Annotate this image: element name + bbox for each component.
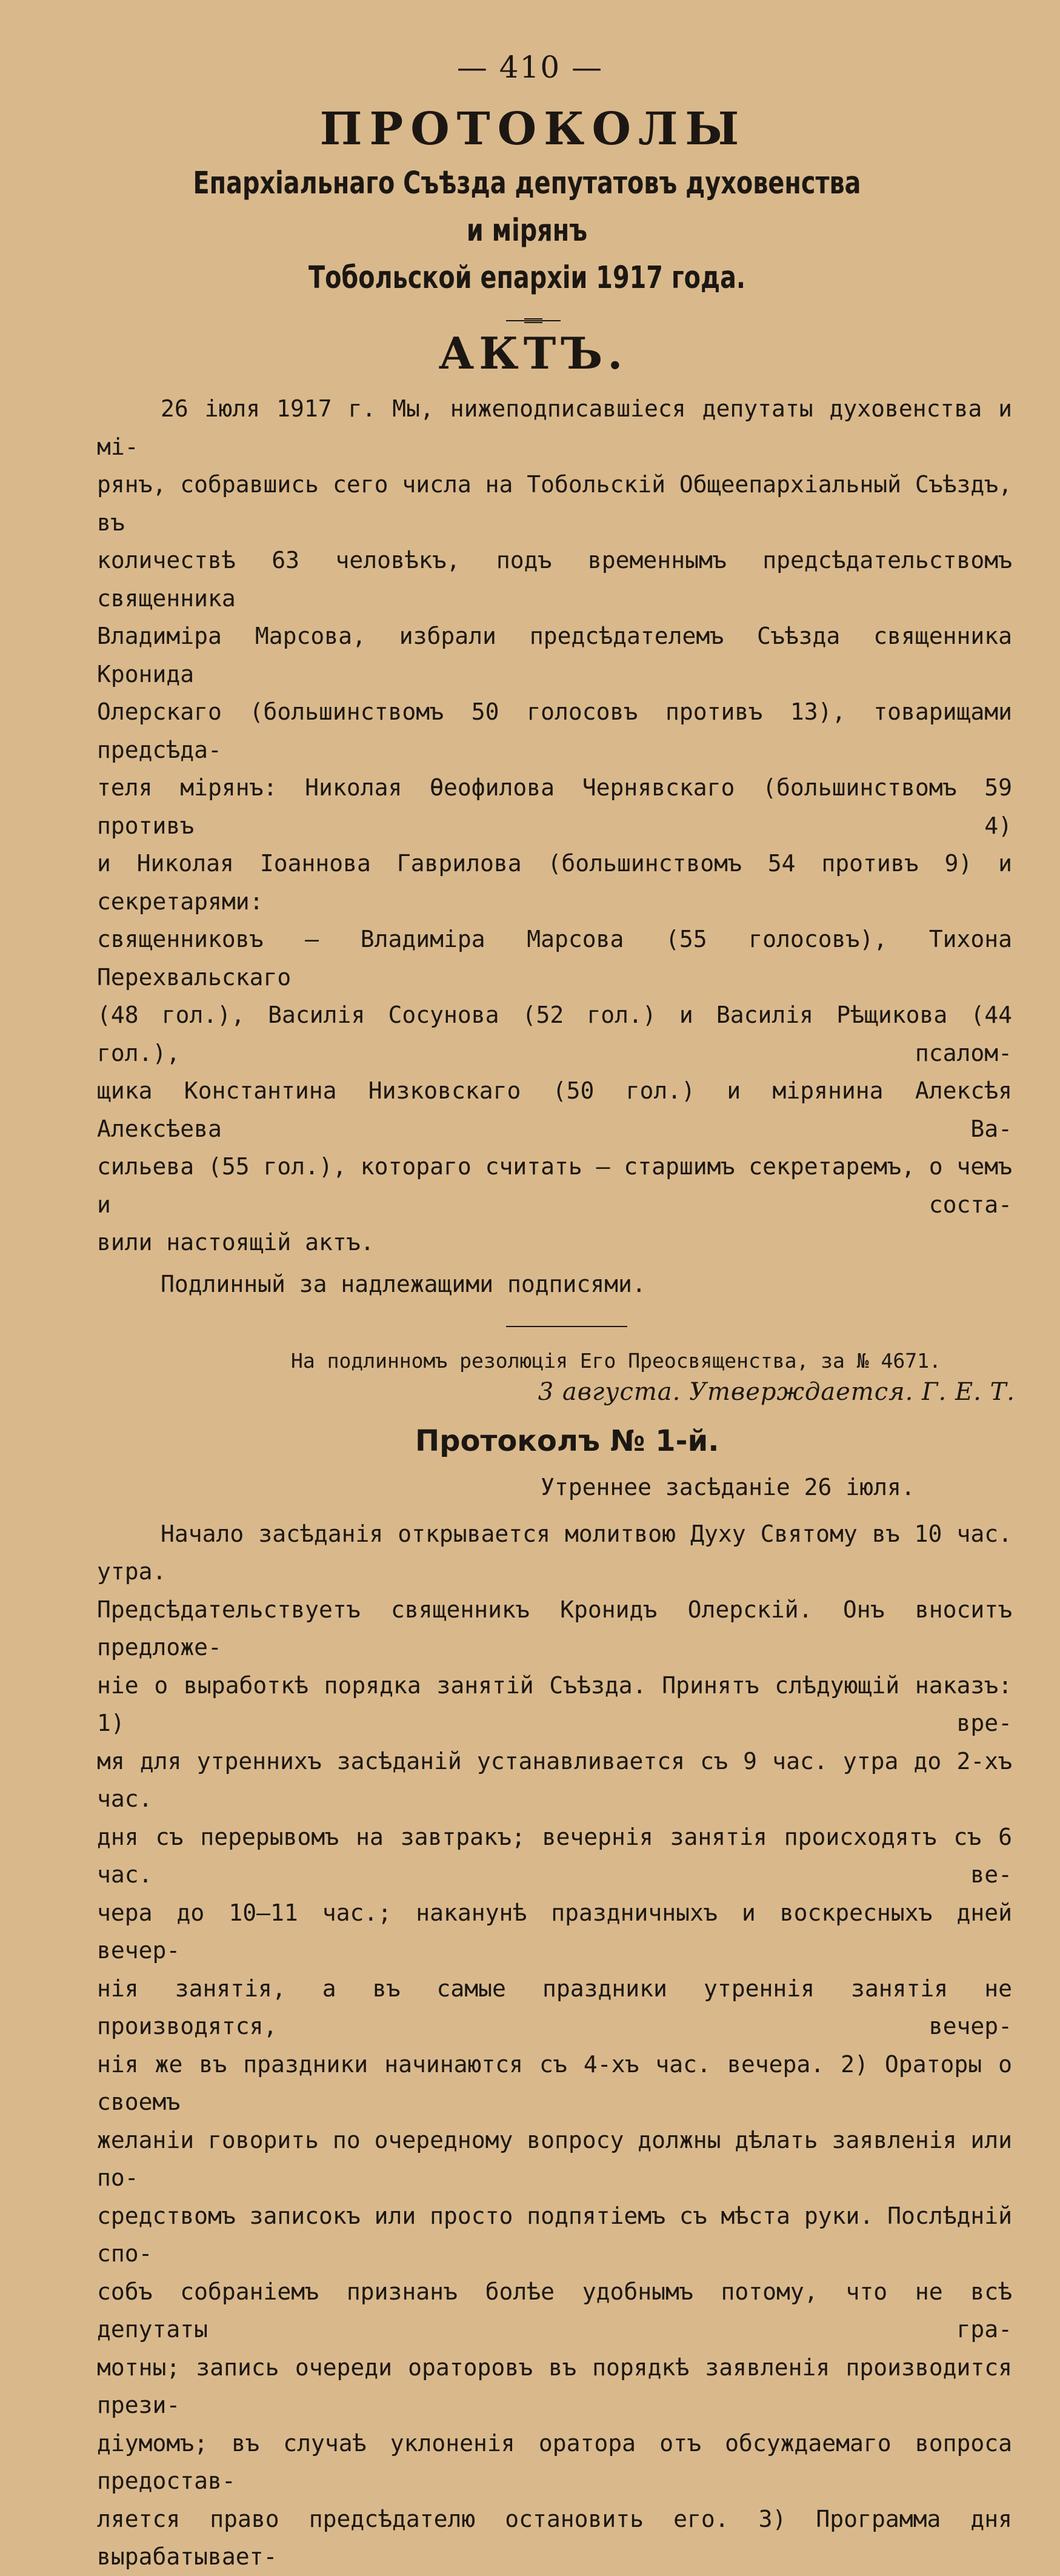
- text-line: ніе о выработкѣ порядка занятій Съѣзда. Принятъ слѣдующій наказъ: 1) вре-: [97, 1671, 1012, 1736]
- text-line: ляется право предсѣдателю остановить его. 3) Программа дня вырабатывает-: [97, 2505, 1012, 2570]
- text-line: (48 гол.), Василія Сосунова (52 гол.) и Василія Рѣщикова (44 гол.), псалом-: [97, 1002, 1012, 1066]
- protocol-paragraph: [97, 1515, 1012, 2576]
- text-line: нія же въ праздники начинаются съ 4-хъ час. вечера. 2) Ораторы о своемъ: [97, 2050, 1012, 2115]
- text-line: Предсѣдательствуетъ священникъ Кронидъ Олерскій. Онъ вноситъ предложе-: [97, 1596, 1012, 1661]
- page-number: — 410 —: [456, 50, 604, 85]
- text-line: средствомъ записокъ или просто подпятіемъ съ мѣста руки. Послѣдній спо-: [97, 2202, 1012, 2267]
- text-line: сильева (55 гол.), котораго считать — старшимъ секретаремъ, о чемъ и соста-: [97, 1153, 1012, 1218]
- text-line: собъ собраніемъ признанъ болѣе удобнымъ потому, что не всѣ депутаты гра-: [97, 2278, 1012, 2343]
- subtitle-line: Епархіальнаго Съѣзда депутатовъ духовенства и мірянъ: [193, 166, 861, 249]
- section-rule: [506, 1326, 627, 1327]
- resolution-text: На подлинномъ резолюція Его Преосвященства, за № 4671.: [291, 1348, 941, 1373]
- text-line: желаніи говорить по очередному вопросу должны дѣлать заявленія или по-: [97, 2126, 1012, 2191]
- text-line: рянъ, собравшись сего числа на Тобольскій Общеепархіальный Съѣздъ, въ: [97, 471, 1012, 536]
- text-line: нія занятія, а въ самые праздники утреннія занятія не производятся, вечер-: [97, 1975, 1012, 2039]
- text-line: количествѣ 63 человѣкъ, подъ временнымъ предсѣдательствомъ священника: [97, 547, 1012, 612]
- text-line: вили настоящій актъ.: [97, 1229, 375, 1256]
- text-line: дня съ перерывомъ на завтракъ; вечернія занятія происходятъ съ 6 час. ве-: [97, 1823, 1012, 1888]
- text-line: Олерскаго (большинствомъ 50 голосовъ противъ 13), товарищами предсѣда-: [97, 698, 1012, 763]
- resolution-note: 3 августа. Утверждается. Г. Е. Т.: [538, 1377, 1015, 1406]
- text-line: Владиміра Марсова, избрали предсѣдателемъ Съѣзда священника Кронида: [97, 623, 1012, 687]
- document-subtitle: [182, 160, 872, 302]
- text-line: 26 іюля 1917 г. Мы, нижеподписавшіеся депутаты духовенства и мі-: [97, 395, 1012, 460]
- text-line: Начало засѣданія открывается молитвою Духу Святому въ 10 час. утра.: [97, 1520, 1012, 1585]
- text-line: чера до 10—11 час.; наканунѣ праздничныхъ и воскресныхъ дней вечер-: [97, 1899, 1012, 1964]
- text-line: мя для утреннихъ засѣданій устанавливается съ 9 час. утра до 2-хъ час.: [97, 1747, 1012, 1812]
- act-paragraph: [97, 390, 1012, 1262]
- text-line: щика Константина Низковскаго (50 гол.) и мірянина Алексѣя Алексѣева Ва-: [97, 1077, 1012, 1142]
- act-heading: АКТЪ.: [438, 327, 628, 379]
- text-line: діумомъ; въ случаѣ уклоненія оратора отъ обсуждаемаго вопроса предостав-: [97, 2429, 1012, 2494]
- text-line: священниковъ — Владиміра Марсова (55 голосовъ), Тихона Перехвальскаго: [97, 926, 1012, 991]
- subtitle-line: Тобольской епархіи 1917 года.: [308, 260, 746, 296]
- text-line: мотны; запись очереди ораторовъ въ порядкѣ заявленія производится прези-: [97, 2354, 1012, 2418]
- session-heading: Утреннее засѣданіе 26 іюля.: [541, 1473, 915, 1500]
- protocol-title: Протоколъ № 1-й.: [415, 1423, 719, 1458]
- text-line: теля мірянъ: Николая Ѳеофилова Чернявскаго (большинствомъ 59 противъ 4): [97, 774, 1012, 839]
- document-title: ПРОТОКОЛЫ: [319, 103, 747, 155]
- divider-ornament: [506, 318, 561, 324]
- text-line: и Николая Іоаннова Гаврилова (большинствомъ 54 противъ 9) и секретарями:: [97, 850, 1012, 915]
- signed-note: Подлинный за надлежащими подписями.: [161, 1270, 646, 1297]
